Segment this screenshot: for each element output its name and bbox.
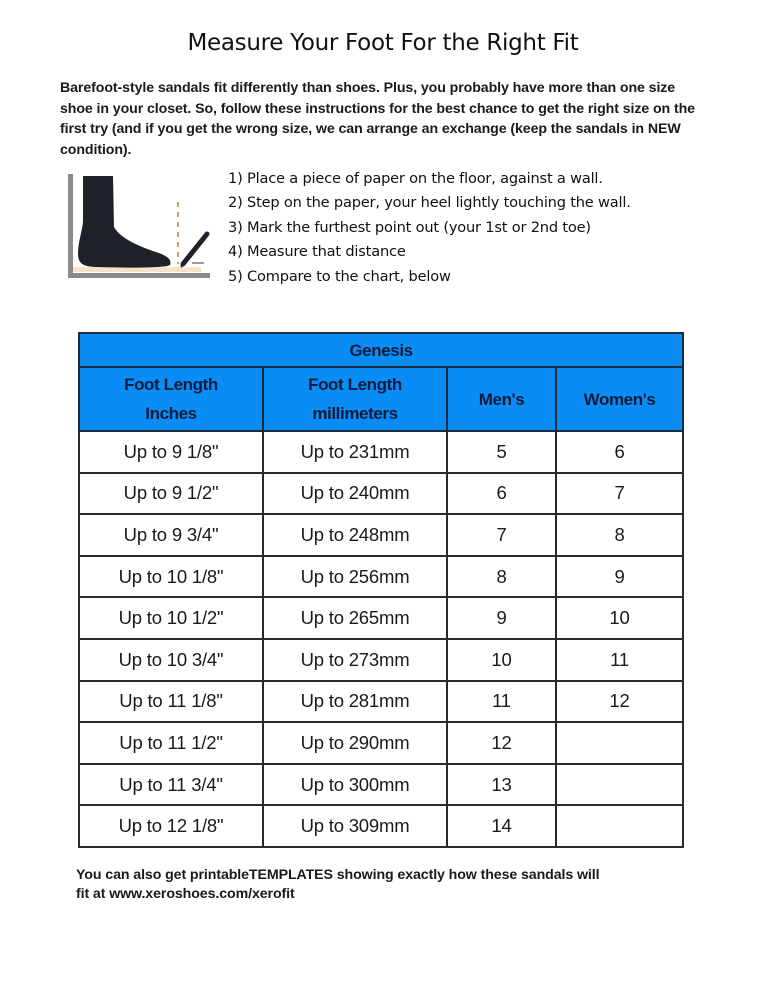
table-row — [79, 431, 683, 473]
table-row — [79, 639, 683, 681]
page-title: Measure Your Foot For the Right Fit — [187, 30, 579, 56]
cell-mens: 14 — [447, 805, 556, 847]
cell-mens: 5 — [447, 431, 556, 473]
step-3: 3) Mark the furthest point out (your 1st or 2nd toe) — [228, 218, 591, 236]
cell-womens — [556, 764, 683, 806]
cell-inches: Up to 11 1/8" — [79, 681, 263, 723]
table-row — [79, 473, 683, 515]
cell-inches: Up to 10 3/4" — [79, 639, 263, 681]
cell-inches: Up to 9 1/2" — [79, 473, 263, 515]
table-row — [79, 597, 683, 639]
cell-inches: Up to 9 3/4" — [79, 514, 263, 556]
cell-mens: 8 — [447, 556, 556, 598]
table-row — [79, 556, 683, 598]
cell-millimeters: Up to 240mm — [263, 473, 447, 515]
cell-mens: 13 — [447, 764, 556, 806]
table-row — [79, 764, 683, 806]
cell-millimeters: Up to 300mm — [263, 764, 447, 806]
footer-line-2: fit at www.xeroshoes.com/xerofit — [76, 886, 295, 902]
cell-mens: 11 — [447, 681, 556, 723]
cell-inches: Up to 10 1/8" — [79, 556, 263, 598]
size-chart-table — [78, 332, 684, 848]
cell-mens: 10 — [447, 639, 556, 681]
header-line: Inches — [145, 404, 197, 423]
cell-millimeters: Up to 265mm — [263, 597, 447, 639]
footer-note — [76, 866, 696, 904]
cell-mens: 6 — [447, 473, 556, 515]
cell-mens: 7 — [447, 514, 556, 556]
cell-millimeters: Up to 248mm — [263, 514, 447, 556]
step-5: 5) Compare to the chart, below — [228, 267, 451, 285]
intro-paragraph: Barefoot-style sandals fit differently than shoes. Plus, you probably have more than one size shoe in your closet. So, follow these instructions for the best chance to get the right size on the first try (and if you get the wrong size, we can arrange an exchange (keep the sandals in NEW condition). — [60, 80, 695, 158]
header-line: Foot Length — [308, 375, 402, 394]
cell-womens: 7 — [556, 473, 683, 515]
header-line: millimeters — [312, 404, 398, 423]
cell-womens: 9 — [556, 556, 683, 598]
column-header-millimeters — [263, 367, 447, 431]
table-row — [79, 722, 683, 764]
step-2: 2) Step on the paper, your heel lightly touching the wall. — [228, 194, 631, 212]
column-header-womens: Women's — [556, 367, 683, 431]
cell-womens: 11 — [556, 639, 683, 681]
instruction-steps — [228, 167, 708, 289]
cell-inches: Up to 9 1/8" — [79, 431, 263, 473]
cell-mens: 12 — [447, 722, 556, 764]
cell-womens — [556, 722, 683, 764]
cell-mens: 9 — [447, 597, 556, 639]
cell-millimeters: Up to 290mm — [263, 722, 447, 764]
cell-millimeters: Up to 281mm — [263, 681, 447, 723]
chart-title: Genesis — [79, 333, 683, 367]
table-row — [79, 805, 683, 847]
step-4: 4) Measure that distance — [228, 243, 406, 261]
cell-inches: Up to 12 1/8" — [79, 805, 263, 847]
table-row — [79, 681, 683, 723]
cell-millimeters: Up to 231mm — [263, 431, 447, 473]
cell-millimeters: Up to 273mm — [263, 639, 447, 681]
cell-millimeters: Up to 309mm — [263, 805, 447, 847]
step-1: 1) Place a piece of paper on the floor, against a wall. — [228, 170, 603, 187]
cell-womens — [556, 805, 683, 847]
header-line: Foot Length — [124, 375, 218, 394]
table-row — [79, 514, 683, 556]
cell-millimeters: Up to 256mm — [263, 556, 447, 598]
cell-inches: Up to 10 1/2" — [79, 597, 263, 639]
cell-inches: Up to 11 1/2" — [79, 722, 263, 764]
column-header-inches — [79, 367, 263, 431]
foot-measurement-icon — [68, 172, 218, 280]
column-header-mens: Men's — [447, 367, 556, 431]
cell-womens: 10 — [556, 597, 683, 639]
footer-line-1: You can also get printableTEMPLATES showing exactly how these sandals will — [76, 867, 600, 883]
cell-womens: 12 — [556, 681, 683, 723]
cell-inches: Up to 11 3/4" — [79, 764, 263, 806]
cell-womens: 6 — [556, 431, 683, 473]
cell-womens: 8 — [556, 514, 683, 556]
